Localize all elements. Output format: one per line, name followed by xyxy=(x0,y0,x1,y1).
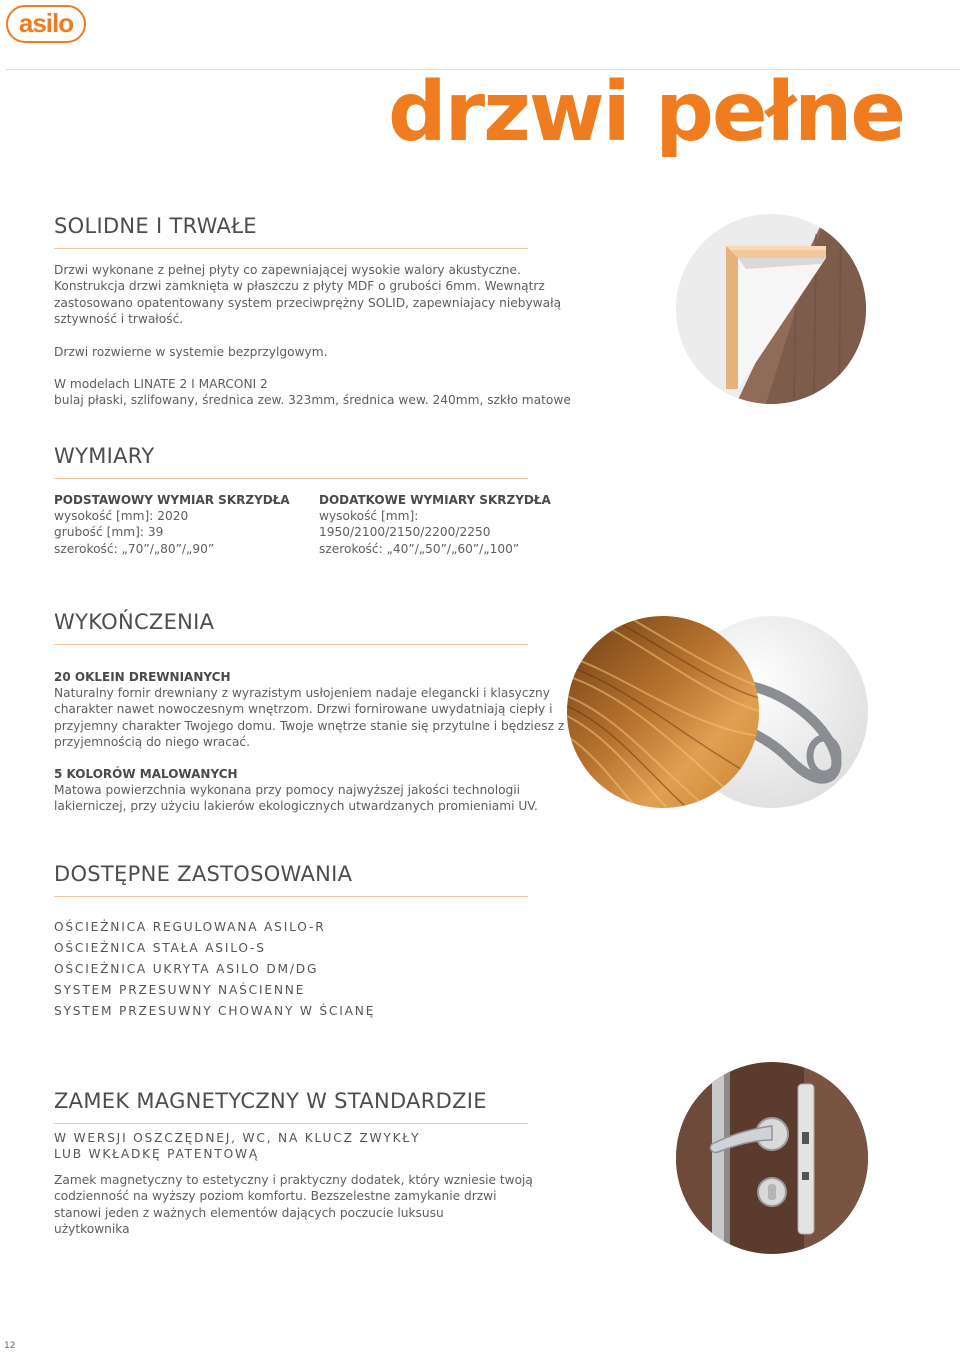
text-line: Naturalny fornir drewniany z wyrazistym usłojeniem nadaje elegancki i klasyczny xyxy=(54,686,550,700)
door-lock-image xyxy=(676,1062,868,1254)
text-line: przyjemny charakter Twojego domu. Twoje wnętrze stanie się przytulne i będziesz z xyxy=(54,718,565,733)
veneer-title: 20 OKLEIN DREWNIANYCH xyxy=(54,670,231,684)
asilo-logo xyxy=(6,5,86,43)
solid-models xyxy=(54,376,571,409)
text-line: szerokość: „70”/„80”/„90” xyxy=(54,541,215,556)
logo-text: asilo xyxy=(18,7,74,38)
text-line: Konstrukcja drzwi zamknięta w płaszczu z płyty MDF o grubości 6mm. Wewnątrz xyxy=(54,279,545,294)
extra-dims-title: DODATKOWE WYMIARY SKRZYDŁA xyxy=(319,493,551,507)
text-line: W modelach LINATE 2 I MARCONI 2 xyxy=(54,377,268,391)
door-handle-illustration xyxy=(676,1062,868,1254)
basic-dims-title: PODSTAWOWY WYMIAR SKRZYDŁA xyxy=(54,493,290,507)
text-line: Drzwi wykonane z pełnej płyty co zapewniającej wysokie walory akustyczne. xyxy=(54,263,521,277)
text-line: 1950/2100/2150/2200/2250 xyxy=(319,525,491,540)
page-number: 12 xyxy=(4,1341,16,1351)
text-line: bulaj płaski, szlifowany, średnica zew. 323mm, średnica wew. 240mm, szkło matowe xyxy=(54,393,571,408)
heading-magnetic-lock: ZAMEK MAGNETYCZNY W STANDARDZIE xyxy=(54,1089,528,1124)
page-title: drzwi pełne xyxy=(387,65,904,160)
text-line: sztywność i trwałość. xyxy=(54,312,184,327)
text-line: Zamek magnetyczny to estetyczny i praktyczny dodatek, który wzniesie twoją xyxy=(54,1173,533,1187)
application-item: OŚCIEŻNICA REGULOWANA ASILO-R xyxy=(54,920,326,934)
text-line: charakter nawet nowoczesnym wnętrzom. Drzwi fornirowane uwydatniają ciepły i xyxy=(54,702,553,717)
heading-applications: DOSTĘPNE ZASTOSOWANIA xyxy=(54,862,528,897)
door-corner-image xyxy=(676,214,866,404)
solid-hinges: Drzwi rozwierne w systemie bezprzylgowym. xyxy=(54,345,328,359)
application-item: OŚCIEŻNICA STAŁA ASILO-S xyxy=(54,941,266,955)
lock-paragraph xyxy=(54,1172,533,1238)
solid-paragraph xyxy=(54,262,561,328)
paint-paragraph xyxy=(54,782,538,815)
application-item: SYSTEM PRZESUWNY CHOWANY W ŚCIANĘ xyxy=(54,1004,376,1018)
application-item: SYSTEM PRZESUWNY NAŚCIENNE xyxy=(54,983,306,997)
text-line: przyjemnością do niego wracać. xyxy=(54,735,251,750)
text-line: codzienność na wyższy poziom komfortu. Bezszelestne zamykanie drzwi xyxy=(54,1189,497,1204)
paint-title: 5 KOLORÓW MALOWANYCH xyxy=(54,767,238,781)
text-line: zastosowano opatentowany system przeciwprężny SOLID, zapewniajacy niebywałą xyxy=(54,295,562,310)
heading-solid: SOLIDNE I TRWAŁE xyxy=(54,214,528,249)
text-line: użytkownika xyxy=(54,1222,130,1237)
application-item: OŚCIEŻNICA UKRYTA ASILO DM/DG xyxy=(54,962,319,976)
text-line: LUB WKŁADKĘ PATENTOWĄ xyxy=(54,1147,259,1162)
heading-dimensions: WYMIARY xyxy=(54,444,528,479)
text-line: lakierniczej, przy użyciu lakierów ekologicznych utwardzanych promieniami UV. xyxy=(54,799,538,814)
text-line: wysokość [mm]: 2020 xyxy=(54,509,189,523)
text-line: grubość [mm]: 39 xyxy=(54,525,164,540)
text-line: stanowi jeden z ważnych elementów dających poczucie luksusu xyxy=(54,1205,444,1220)
wood-grain-illustration xyxy=(567,616,759,808)
veneer-paragraph xyxy=(54,685,564,751)
heading-finishes: WYKOŃCZENIA xyxy=(54,610,528,645)
text-line: W WERSJI OSZCZĘDNEJ, WC, NA KLUCZ ZWYKŁY xyxy=(54,1131,421,1145)
wood-veneer-image xyxy=(567,616,759,808)
text-line: szerokość: „40”/„50”/„60”/„100” xyxy=(319,541,520,556)
text-line: wysokość [mm]: xyxy=(319,509,419,523)
lock-variants xyxy=(54,1130,420,1163)
extra-dims-values xyxy=(319,508,519,557)
door-corner-illustration xyxy=(676,214,866,404)
text-line: Matowa powierzchnia wykonana przy pomocy najwyższej jakości technologii xyxy=(54,783,521,797)
basic-dims-values xyxy=(54,508,214,557)
